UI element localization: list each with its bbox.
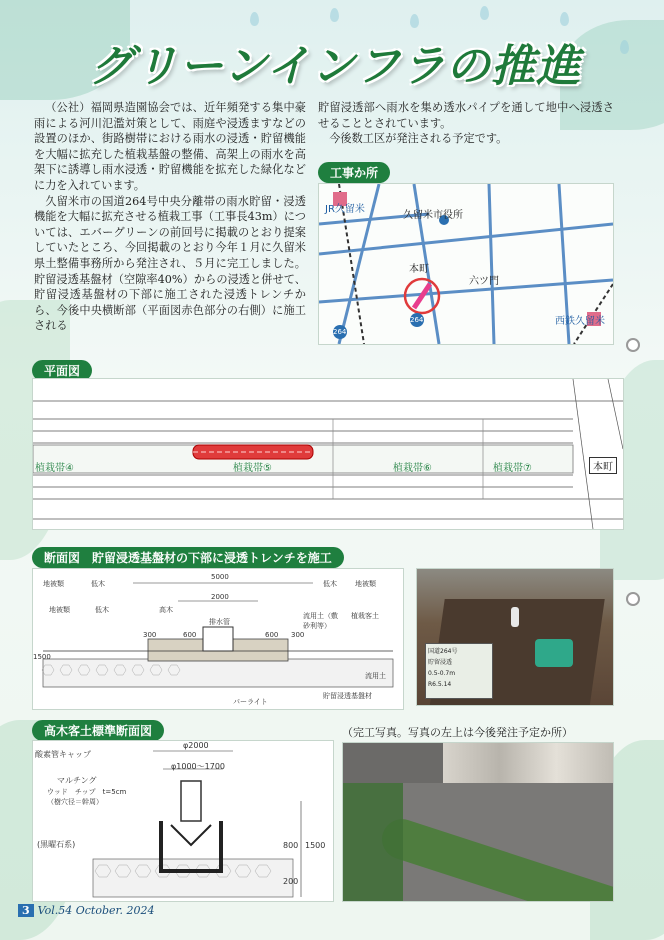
- cross-label: 流用土: [365, 672, 386, 680]
- cross-dimension: 600: [265, 631, 279, 639]
- plan-zone-label: 植栽帯⑤: [233, 463, 272, 474]
- plan-label-honmachi: 本町: [589, 457, 617, 474]
- cross-dimension: 5000: [211, 573, 229, 581]
- raindrop: [330, 8, 339, 22]
- raindrop: [480, 6, 489, 20]
- tall-label: ウッド チップ t=5cm: [47, 788, 127, 796]
- map-label-jr-station: JR久留米: [325, 204, 365, 215]
- paragraph: 久留米市の国道264号中央分離帯の雨水貯留・浸透機能を大幅に拡充させる植栽工事（工事長43m）については、エバーグリーンの前回号に掲載のとおり提案していたところ、今回掲載のとおり今年１月に久留米県土整備事務所から発注され、５月に完工しました。貯留浸透基盤材（空隙率40%）からの浸透と併せて、貯留浸透基盤材の下部に施工された浸透トレンチから、今後中央横断部（平面図赤色部分の右側）に施工される: [34, 194, 306, 333]
- route-number: 264: [410, 316, 424, 324]
- paragraph: 今後数工区が発注される予定です。: [329, 132, 508, 146]
- photo-machine: [535, 639, 573, 667]
- photo-worker: [511, 607, 519, 627]
- section-tag-site: 工事か所: [318, 162, 390, 183]
- tall-tree-drawing: [32, 740, 334, 902]
- cross-label: 植栽客土: [351, 612, 379, 620]
- tall-label: マルチング: [57, 776, 97, 785]
- section-tag-plan: 平面図: [32, 360, 92, 381]
- tall-label: 酸素管キャップ: [35, 750, 91, 759]
- map-label-nishitetsu: 西鉄久留米: [555, 316, 605, 327]
- map-label-honmachi: 本町: [409, 264, 429, 275]
- cross-label: 地被類: [355, 580, 376, 588]
- raindrop: [410, 14, 419, 28]
- tall-dimension: φ2000: [183, 741, 209, 750]
- cross-section-drawing: [32, 568, 404, 710]
- plan-zone-label: 植栽帯⑥: [393, 463, 432, 474]
- raindrop: [250, 12, 259, 26]
- plan-drawing: [32, 378, 624, 530]
- cross-label: 排水管: [209, 618, 230, 626]
- paragraph: 貯留浸透部へ雨水を集め透水パイプを通して地中へ浸透させることとされています。: [318, 101, 614, 130]
- plan-zone-label: 植栽帯④: [35, 463, 74, 474]
- cross-label: 地被類: [49, 606, 70, 614]
- tall-dimension: 1500: [305, 841, 326, 850]
- map-label-city-hall: 久留米市役所: [403, 210, 463, 221]
- plan-graphic: [33, 379, 623, 529]
- cross-dimension: 1500: [33, 653, 51, 661]
- board-line: R6.5.14: [428, 681, 452, 688]
- paragraph: （公社）福岡県造園協会では、近年頻発する集中豪雨による河川氾濫対策として、雨庭や浸透ますなどの設置のほか、街路樹帯における雨水の浸透・貯留機能を大幅に拡充した植栽基盤の整備、高架上の雨水を高架下に誘導し雨水浸透・貯留機能を拡充した緑化などに力を入れています。: [34, 101, 306, 192]
- cross-label: 貯留浸透基盤材: [323, 692, 372, 700]
- photo-board: [425, 643, 493, 699]
- tall-label: （樹穴径＝幹周）: [47, 798, 103, 806]
- cross-dimension: 300: [291, 631, 305, 639]
- board-line: 国道264号: [428, 648, 458, 655]
- page-footer: [18, 904, 155, 917]
- cross-section-graphic: [33, 569, 403, 709]
- plan-zone-label: 植栽帯⑦: [493, 463, 532, 474]
- cross-label: 低木: [91, 580, 105, 588]
- cross-label: 低木: [323, 580, 337, 588]
- board-line: 0.5-0.7m: [428, 670, 456, 677]
- volume-info: Vol.54 October. 2024: [37, 904, 155, 917]
- cross-label: 流用土（敷砂利等）: [303, 612, 338, 630]
- route-number: 264: [333, 328, 347, 336]
- board-line: 貯留浸透: [428, 659, 453, 666]
- completed-photo: [342, 742, 614, 902]
- article-body-left: [34, 100, 306, 334]
- article-body-right: [318, 100, 614, 147]
- cross-dimension: 2000: [211, 593, 229, 601]
- tall-label: (黒曜石系): [37, 840, 76, 849]
- completed-photo-caption: （完工写真。写真の左上は今後発注予定か所）: [342, 726, 573, 739]
- tall-dimension: φ1000〜1700: [171, 762, 225, 771]
- section-tag-cross: 断面図 貯留浸透基盤材の下部に浸透トレンチを施工: [32, 547, 344, 568]
- binder-ring: [626, 338, 640, 352]
- cross-label: 低木: [95, 606, 109, 614]
- tall-dimension: 200: [283, 877, 299, 886]
- construction-photo: [416, 568, 614, 706]
- cross-dimension: 300: [143, 631, 157, 639]
- map-label-mutsumon: 六ツ門: [469, 276, 499, 287]
- cross-dimension: 600: [183, 631, 197, 639]
- cross-label: パーライト: [233, 698, 268, 706]
- page-number: 3: [18, 904, 34, 917]
- cross-label: 高木: [159, 606, 173, 614]
- cross-label: 地被類: [43, 580, 64, 588]
- section-tag-tall-tree: 高木客土標準断面図: [32, 720, 164, 741]
- site-map: [318, 183, 614, 345]
- raindrop: [620, 40, 629, 54]
- raindrop: [560, 12, 569, 26]
- photo-trees-left: [343, 783, 403, 902]
- page-title: グリーンインフラの推進: [89, 41, 581, 92]
- tall-dimension: 800: [283, 841, 299, 850]
- binder-ring: [626, 592, 640, 606]
